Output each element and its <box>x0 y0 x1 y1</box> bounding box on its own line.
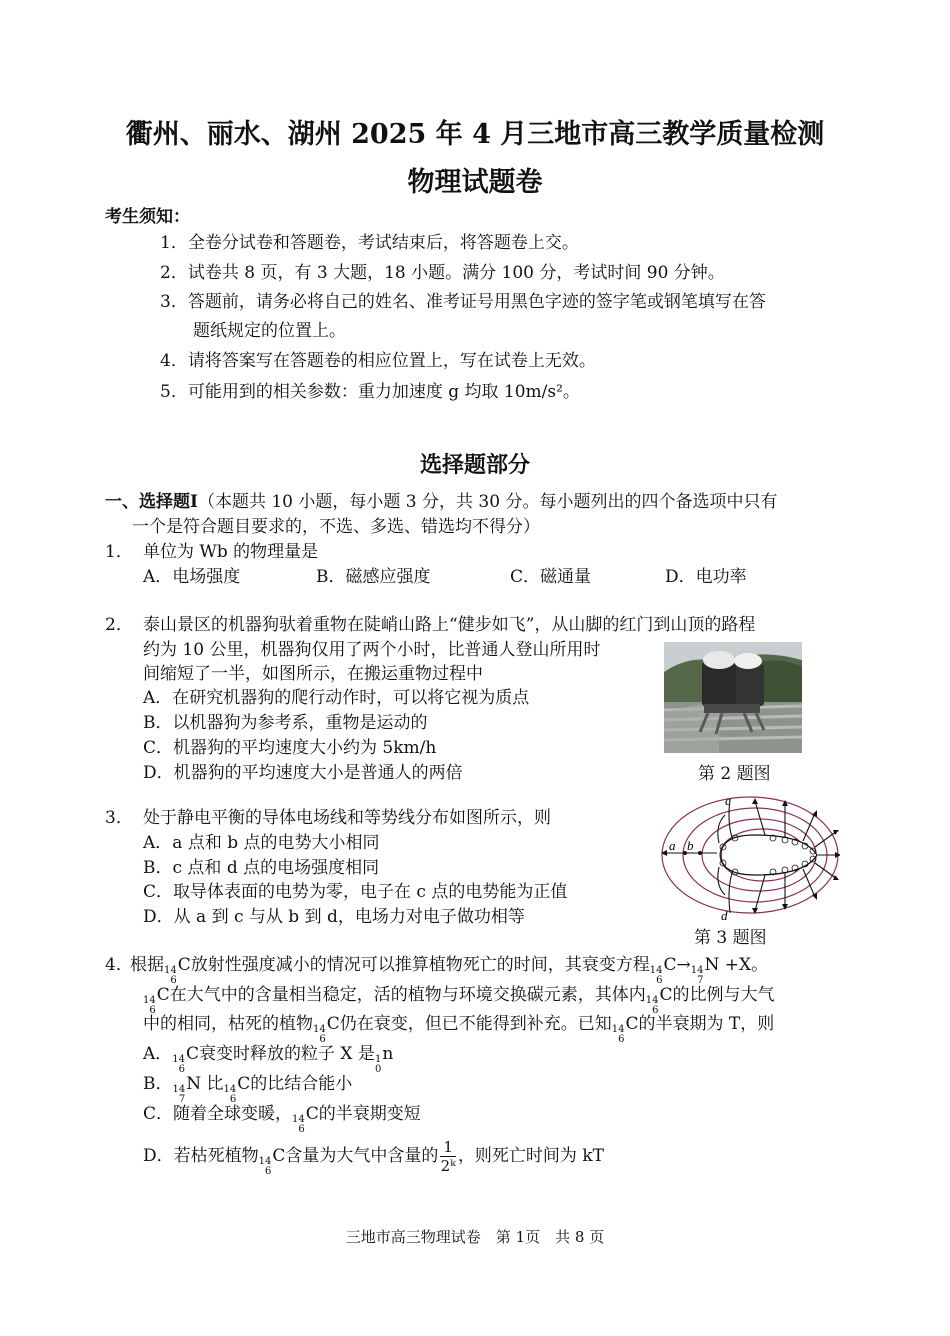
mass-number: 14 <box>611 1024 625 1035</box>
atomic-number: 0 <box>374 1064 382 1075</box>
q3-option-c: C．取导体表面的电势为零，电子在 c 点的电势能为正值 <box>143 882 568 902</box>
q4-line-1 <box>130 953 768 986</box>
q3-stem: 处于静电平衡的导体电场线和等势线分布如图所示，则 <box>143 808 551 828</box>
atomic-number: 6 <box>618 1034 625 1045</box>
notice-item: 2．试卷共 8 页，有 3 大题，18 小题。满分 100 分，考试时间 90 分钟。 <box>160 263 725 283</box>
q1-number: 1． <box>105 542 133 562</box>
page-subtitle: 物理试题卷 <box>407 167 543 198</box>
q2-option-c: C．机器狗的平均速度大小约为 5km/h <box>143 738 437 758</box>
atomic-number: 7 <box>178 1094 186 1105</box>
q4-line-3 <box>143 1012 774 1045</box>
notice-item: 3．答题前，请务必将自己的姓名、准考证号用黑色字迹的签字笔或钢笔填写在答 <box>160 292 766 312</box>
q3-option-b: B．c 点和 d 点的电场强度相同 <box>143 858 380 878</box>
mass-number: 14 <box>690 965 704 976</box>
mass-number: 14 <box>645 995 659 1006</box>
mass-number: 14 <box>172 1054 186 1065</box>
nuclide-n14 <box>173 1072 187 1105</box>
q2-option-b: B．以机器狗为参考系，重物是运动的 <box>143 713 428 733</box>
text: C的比例与大气 <box>659 985 775 1005</box>
atomic-number: 6 <box>265 1166 272 1177</box>
nuclide-c14 <box>650 953 664 986</box>
mass-number: 14 <box>649 965 663 976</box>
atomic-number: 6 <box>656 975 663 986</box>
q1-option-c: C．磁通量 <box>510 567 592 587</box>
nuclide-c14 <box>612 1012 626 1045</box>
q2-number: 2． <box>105 615 133 635</box>
nuclide-c14 <box>164 953 178 986</box>
label-c: c <box>725 795 731 808</box>
q2-stem: 约为 10 公里，机器狗仅用了两个小时，比普通人登山所用时 <box>143 640 601 660</box>
nuclide-c14 <box>172 1042 186 1075</box>
q1-stem: 单位为 Wb 的物理量是 <box>143 542 319 562</box>
q2-option-a: A．在研究机器狗的爬行动作时，可以将它视为质点 <box>143 688 530 708</box>
fraction <box>440 1138 456 1175</box>
q1-option-d: D．电功率 <box>665 567 747 587</box>
robot-dog-photo <box>664 642 802 753</box>
notice-item: 5．可能用到的相关参数：重力加速度 g 均取 10m/s²。 <box>160 382 580 402</box>
text: 根据 <box>130 955 164 975</box>
atomic-number: 6 <box>652 1005 659 1016</box>
nuclide-c14 <box>224 1072 238 1105</box>
part1-desc-2: 一个是符合题目要求的，不选、多选、错选均不得分） <box>132 517 540 537</box>
text: C．随着全球变暖， <box>143 1104 293 1124</box>
q4-option-b <box>143 1072 352 1105</box>
mass-number: 14 <box>172 1084 186 1095</box>
nuclide-neutron <box>375 1042 382 1075</box>
q3-option-d: D．从 a 到 c 与从 b 到 d，电场力对电子做功相等 <box>143 907 525 927</box>
text: D．若枯死植物 <box>143 1146 259 1166</box>
atomic-number: 6 <box>170 975 177 986</box>
q3-number: 3． <box>105 808 133 828</box>
mass-number: 14 <box>223 1084 237 1095</box>
notice-item: 题纸规定的位置上。 <box>193 321 346 341</box>
field-diagram <box>655 795 840 923</box>
nuclide-c14 <box>259 1136 273 1177</box>
q2-stem: 泰山景区的机器狗驮着重物在陡峭山路上“健步如飞”，从山脚的红门到山顶的路程 <box>143 615 756 635</box>
text: A． <box>143 1044 173 1064</box>
denominator: 2ᵏ <box>440 1157 456 1175</box>
mass-number: 1 <box>374 1054 382 1065</box>
atomic-number: 6 <box>319 1034 326 1045</box>
text: C放射性强度减小的情况可以推算植物死亡的时间，其衰变方程 <box>177 955 650 975</box>
text: n <box>382 1044 394 1064</box>
q2-stem: 间缩短了一半，如图所示，在搬运重物过程中 <box>143 664 483 684</box>
part1-heading <box>105 490 777 514</box>
q3-option-a: A．a 点和 b 点的电势大小相同 <box>143 833 380 853</box>
nuclide-c14 <box>313 1012 327 1045</box>
text: ，则死亡时间为 kT <box>457 1146 604 1166</box>
part1-label: 一、选择题Ⅰ <box>105 492 198 512</box>
q4-option-d <box>143 1136 604 1177</box>
text: C的半衰期为 T，则 <box>625 1014 775 1034</box>
q4-option-c <box>143 1102 421 1135</box>
mass-number: 14 <box>143 995 156 1006</box>
label-b: b <box>687 838 694 853</box>
section-title: 选择题部分 <box>419 452 530 478</box>
q4-option-a <box>143 1042 393 1075</box>
atomic-number: 6 <box>178 1064 186 1075</box>
nuclide-n14 <box>691 953 705 986</box>
mass-number: 14 <box>164 965 177 976</box>
page-title: 衢州、丽水、湖州 2025 年 4 月三地市高三教学质量检测 <box>125 119 825 150</box>
text: C衰变时释放的粒子 X 是 <box>186 1044 375 1064</box>
notice-item: 1．全卷分试卷和答题卷，考试结束后，将答题卷上交。 <box>160 233 579 253</box>
atomic-number: 6 <box>149 1005 156 1016</box>
text: C含量为大气中含量的 <box>272 1146 439 1166</box>
label-d: d <box>721 908 728 923</box>
q2-option-d: D．机器狗的平均速度大小是普通人的两倍 <box>143 763 463 783</box>
notice-item: 4．请将答案写在答题卷的相应位置上，写在试卷上无效。 <box>160 351 596 371</box>
q4-number: 4． <box>105 955 133 975</box>
text: N 比 <box>186 1074 224 1094</box>
page-footer: 三地市高三物理试卷 第 1页 共 8 页 <box>345 1228 605 1246</box>
numerator: 1 <box>440 1138 456 1157</box>
nuclide-c14 <box>292 1102 306 1135</box>
mass-number: 14 <box>292 1114 305 1125</box>
text: C在大气中的含量相当稳定，活的植物与环境交换碳元素，其体内 <box>156 985 646 1005</box>
atomic-number: 7 <box>697 975 704 986</box>
text: C的半衰期变短 <box>305 1104 421 1124</box>
text: 中的相同，枯死的植物 <box>143 1014 313 1034</box>
notice-label: 考生须知： <box>105 207 190 227</box>
q1-option-a: A．电场强度 <box>143 567 241 587</box>
text: N +X。 <box>704 955 769 975</box>
text: B． <box>143 1074 173 1094</box>
mass-number: 14 <box>258 1156 272 1167</box>
atomic-number: 6 <box>229 1094 237 1105</box>
mass-number: 14 <box>313 1024 326 1035</box>
label-a: a <box>669 838 676 853</box>
q1-option-b: B．磁感应强度 <box>316 567 431 587</box>
q2-caption: 第 2 题图 <box>698 764 771 784</box>
text: C仍在衰变，但已不能得到补充。已知 <box>326 1014 612 1034</box>
text: C的比结合能小 <box>237 1074 353 1094</box>
text: C→ <box>663 955 691 975</box>
part1-desc: （本题共 10 小题，每小题 3 分，共 30 分。每小题列出的四个备选项中只有 <box>197 492 778 512</box>
q3-caption: 第 3 题图 <box>694 928 767 948</box>
atomic-number: 6 <box>298 1124 305 1135</box>
